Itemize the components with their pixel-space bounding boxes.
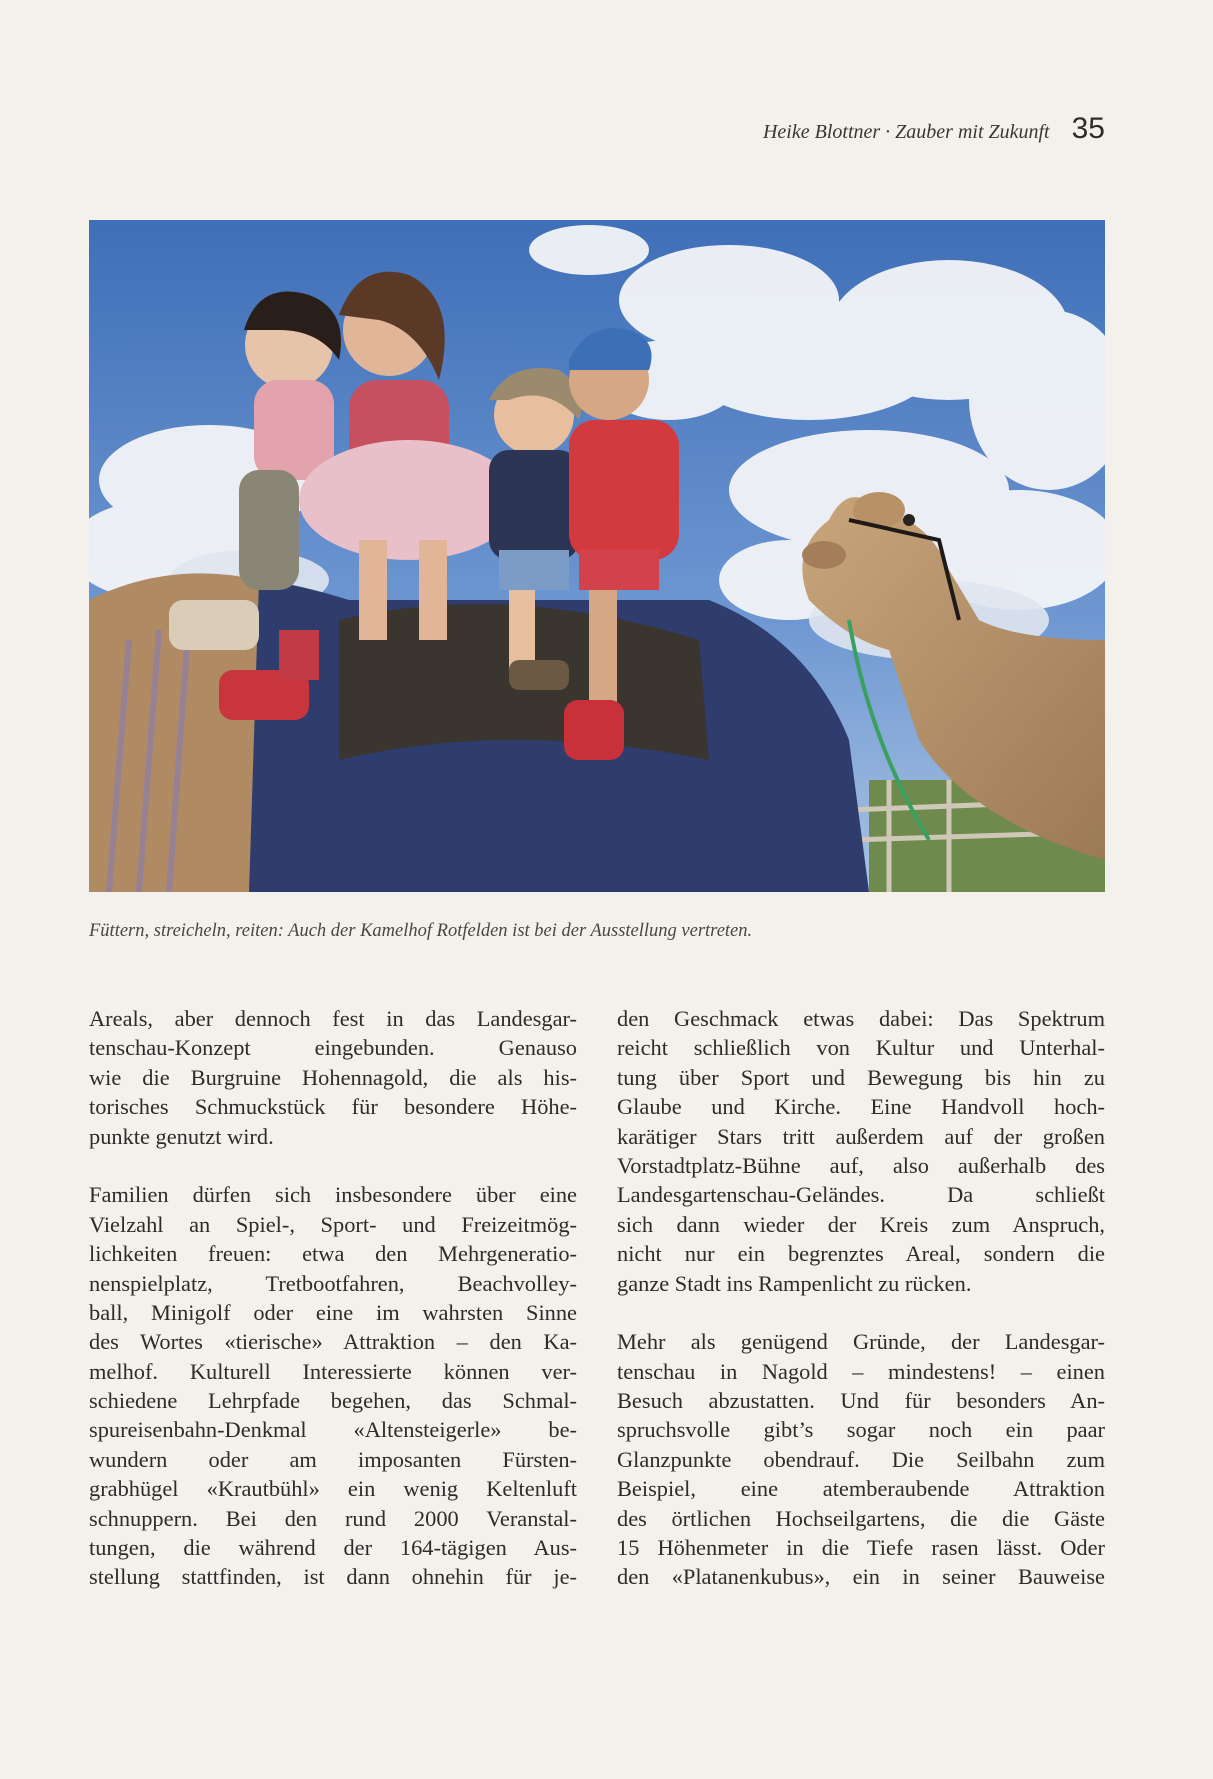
right-column [617, 1004, 1105, 1592]
text-line: tenschau-Konzept eingebunden. Genauso [89, 1035, 577, 1061]
paragraph [89, 1004, 577, 1151]
text-line: nenspielplatz, Tretbootfahren, Beachvolley- [89, 1270, 577, 1296]
text-line: den «Platanenkubus», ein in seiner Bauweise [617, 1564, 1105, 1590]
text-line: schnuppern. Bei den rund 2000 Veranstal- [89, 1505, 577, 1531]
text-line: Beispiel, eine atemberaubende Attraktion [617, 1476, 1105, 1502]
text-line: tenschau in Nagold – mindestens! – einen [617, 1358, 1105, 1384]
text-line: Landesgartenschau-Geländes. Da schließt [617, 1182, 1105, 1208]
text-line: tungen, die während der 164-tägigen Aus- [89, 1535, 577, 1561]
paragraph [617, 1004, 1105, 1298]
text-line: Glaube und Kirche. Eine Handvoll hoch- [617, 1094, 1105, 1120]
text-line: torisches Schmuckstück für besondere Höhe- [89, 1094, 577, 1120]
text-line: grabhügel «Krautbühl» ein wenig Keltenluft [89, 1476, 577, 1502]
text-line: stellung stattfinden, ist dann ohnehin für je- [89, 1564, 577, 1590]
text-line: tung über Sport und Bewegung bis hin zu [617, 1064, 1105, 1090]
text-line: Areals, aber dennoch fest in das Landesgar- [89, 1006, 577, 1031]
text-line: punkte genutzt wird. [89, 1123, 274, 1149]
paragraph [89, 1180, 577, 1591]
text-line: Vielzahl an Spiel-, Sport- und Freizeitmög- [89, 1211, 577, 1237]
paragraph [617, 1327, 1105, 1592]
left-column [89, 1004, 577, 1592]
text-line: melhof. Kulturell Interessierte können ver- [89, 1358, 577, 1384]
text-line: den Geschmack etwas dabei: Das Spektrum [617, 1006, 1105, 1031]
text-line: Familien dürfen sich insbesondere über eine [89, 1182, 577, 1208]
text-line: Mehr als genügend Gründe, der Landesgar- [617, 1329, 1105, 1355]
text-line: wie die Burgruine Hohennagold, die als his- [89, 1064, 577, 1090]
text-line: lichkeiten freuen: etwa den Mehrgeneratio- [89, 1241, 577, 1267]
text-line: ganze Stadt ins Rampenlicht zu rücken. [617, 1270, 972, 1296]
text-line: reicht schließlich von Kultur und Unterhal- [617, 1035, 1105, 1061]
text-line: karätiger Stars tritt außerdem auf der großen [617, 1123, 1105, 1149]
text-line: spureisenbahn-Denkmal «Altensteigerle» be- [89, 1417, 577, 1443]
text-line: schiedene Lehrpfade begehen, das Schmal- [89, 1388, 577, 1414]
text-line: Glanzpunkte obendrauf. Die Seilbahn zum [617, 1446, 1105, 1472]
running-header [600, 112, 1105, 152]
text-line: 15 Höhenmeter in die Tiefe rasen lässt. Oder [617, 1535, 1105, 1561]
text-line: Vorstadtplatz-Bühne auf, also außerhalb des [617, 1152, 1105, 1178]
text-line: des örtlichen Hochseilgartens, die die Gäste [617, 1505, 1105, 1531]
photo-children-on-camel [89, 220, 1105, 892]
text-line: Besuch abzustatten. Und für besonders An- [617, 1388, 1105, 1414]
text-line: spruchsvolle gibt’s sogar noch ein paar [617, 1417, 1105, 1443]
text-line: sich dann wieder der Kreis zum Anspruch, [617, 1211, 1105, 1237]
page-number: 35 [1071, 112, 1105, 145]
text-line: ball, Minigolf oder eine im wahrsten Sinne [89, 1299, 577, 1325]
text-line: wundern oder am imposanten Fürsten- [89, 1446, 577, 1472]
running-title: Heike Blottner · Zauber mit Zukunft [762, 121, 1050, 143]
figure-caption: Füttern, streicheln, reiten: Auch der Kamelhof Rotfelden ist bei der Ausstellung vertreten. [89, 921, 753, 941]
text-line: des Wortes «tierische» Attraktion – den Ka- [89, 1329, 577, 1355]
text-line: nicht nur ein begrenztes Areal, sondern die [617, 1241, 1105, 1267]
